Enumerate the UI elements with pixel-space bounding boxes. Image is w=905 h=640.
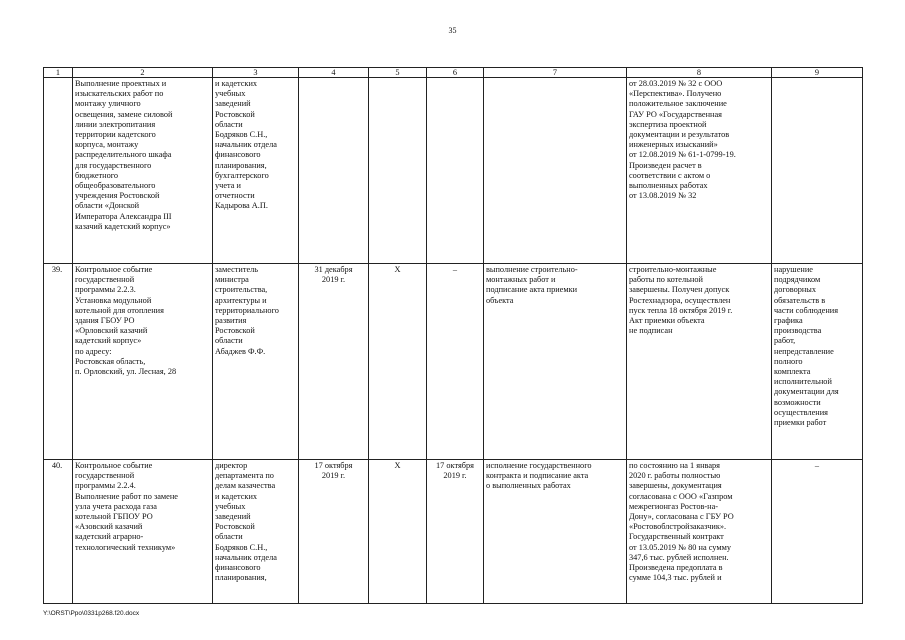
planned-date-cell [299,78,369,264]
expected-result-cell: выполнение строительно- монтажных работ и подписание акта приемки объекта [484,264,627,460]
col5-cell: Х [369,460,427,604]
col5-cell [369,78,427,264]
column-header-3: 3 [213,68,299,78]
reasons-cell: нарушение подрядчиком договорных обязательств в части соблюдения графика производства работ, непредставление полного комплекта исполнительной документации для возможности осуществления приемки работ [772,264,863,460]
event-name-cell: Выполнение проектных и изыскательских работ по монтажу уличного освещения, замене силовой линии электропитания территории кадетского корпуса, монтажу распределительного шкафа для государственного бюджетного общеобразовательного учреждения Ростовской области «Донской Императора Александра III казачий кадетский корпус» [73,78,213,264]
actual-date-cell: 17 октября 2019 г. [427,460,484,604]
actual-date-cell [427,78,484,264]
row-number-cell [44,78,73,264]
actual-result-cell: строительно-монтажные работы по котельной завершены. Получен допуск Ростехнадзора, осуществлен пуск тепла 18 октября 2019 г. Акт приемки объекта не подписан [627,264,772,460]
column-header-7: 7 [484,68,627,78]
responsible-cell: заместитель министра строительства, архитектуры и территориального развития Ростовской области Абаджев Ф.Ф. [213,264,299,460]
reasons-cell: – [772,460,863,604]
column-header-9: 9 [772,68,863,78]
column-header-4: 4 [299,68,369,78]
column-header-1: 1 [44,68,73,78]
actual-result-cell: от 28.03.2019 № 32 с ООО «Перспектива». Получено положительное заключение ГАУ РО «Государственная экспертиза проектной документации и результатов инженерных изысканий» от 12.08.2019 № 61-1-0799-19. Произведен расчет в соответствии с актом о выполненных работах от 13.08.2019 № 32 [627,78,772,264]
column-header-8: 8 [627,68,772,78]
header-row [44,68,863,78]
column-header-6: 6 [427,68,484,78]
event-name-cell: Контрольное событие государственной программы 2.2.4. Выполнение работ по замене узла учета расхода газа котельной ГБПОУ РО «Азовский казачий кадетский аграрно- технологический техникум» [73,460,213,604]
planned-date-cell: 31 декабря 2019 г. [299,264,369,460]
table-row [44,264,863,460]
footer-file-path: Y:\ORST\Ppo\0331p268.f20.docx [43,610,140,617]
responsible-cell: директор департамента по делам казачества и кадетских учебных заведений Ростовской области Бодряков С.Н., начальник отдела финансового планирования, [213,460,299,604]
page-number: 35 [448,26,457,35]
event-name-cell: Контрольное событие государственной программы 2.2.3. Установка модульной котельной для отопления здания ГБОУ РО «Орловский казачий кадетский корпус» по адресу: Ростовская область, п. Орловский, ул. Лесная, 28 [73,264,213,460]
planned-date-cell: 17 октября 2019 г. [299,460,369,604]
column-header-2: 2 [73,68,213,78]
expected-result-cell: исполнение государственного контракта и подписание акта о выполненных работах [484,460,627,604]
col5-cell: Х [369,264,427,460]
responsible-cell: и кадетских учебных заведений Ростовской области Бодряков С.Н., начальник отдела финансового планирования, бухгалтерского учета и отчетности Кадырова А.П. [213,78,299,264]
expected-result-cell [484,78,627,264]
table-row [44,460,863,604]
row-number-cell: 40. [44,460,73,604]
actual-result-cell: по состоянию на 1 января 2020 г. работы полностью завершены, документация согласована с ООО «Газпром межрегионгаз Ростов-на- Дону», согласована с ГБУ РО «Ростовоблстройзаказчик». Государственный контракт от 13.05.2019 № 80 на сумму 347,6 тыс. рублей исполнен. Произведена предоплата в сумме 104,3 тыс. рублей и [627,460,772,604]
row-number-cell: 39. [44,264,73,460]
report-table [43,67,863,604]
reasons-cell [772,78,863,264]
column-header-5: 5 [369,68,427,78]
table-row [44,78,863,264]
actual-date-cell: – [427,264,484,460]
